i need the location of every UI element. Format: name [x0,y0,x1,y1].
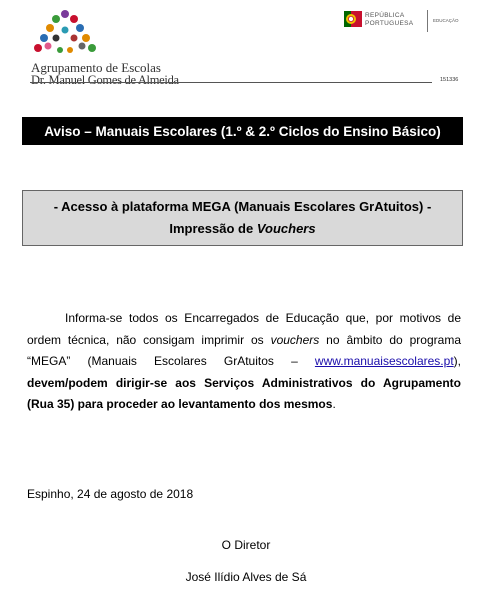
manuais-escolares-link[interactable]: www.manuaisescolares.pt [314,354,454,368]
school-emblem-icon [30,8,100,58]
body-part2: no âmbito do programa “MEGA” (Manuais Escolares GrAtuitos – [27,332,461,368]
body-bold-instruction: devem/podem dirigir-se aos Serviços Administrativos do Agrupamento (Rua 35) para proceder ao levantamento dos mesmos [27,375,461,411]
subtitle-line2-prefix: Impressão de [169,221,257,236]
school-logo [30,8,180,86]
notice-title [22,117,463,145]
signer-title: O Diretor [221,538,271,552]
body-part3: ), [453,354,461,368]
body-part4: . [332,397,336,411]
gov-name-line1: REPÚBLICA [365,12,405,19]
date-place: Espinho, 24 de agosto de 2018 [27,487,194,501]
body-vouchers: vouchers [270,332,320,347]
school-code: 151336 [440,77,459,83]
subtitle-line2 [169,218,315,240]
gov-logo-separator [427,10,428,32]
gov-name-line2: PORTUGUESA [365,20,414,27]
body-part1: Informa-se todos os Encarregados de Educação que, por motivos de ordem técnica, não consigam imprimir os [27,311,461,347]
subtitle-line1: - Acesso à plataforma MEGA (Manuais Escolares GrAtuitos) - [53,199,432,214]
government-logo [344,8,464,34]
school-name-line1: Agrupamento de Escolas [31,60,161,75]
republic-emblem-icon [344,8,362,30]
school-name-line2: Dr. Manuel Gomes de Almeida [31,73,179,87]
signer-name: José Ilídio Alves de Sá [185,570,307,584]
header-divider [30,82,432,83]
subtitle-line2-italic: Vouchers [256,221,316,236]
notice-subtitle [22,190,463,246]
notice-title-text: Aviso – Manuais Escolares (1.º & 2.º Ciclos do Ensino Básico) [44,123,441,139]
gov-department: EDUCAÇÃO [433,18,459,23]
notice-body [27,308,461,416]
